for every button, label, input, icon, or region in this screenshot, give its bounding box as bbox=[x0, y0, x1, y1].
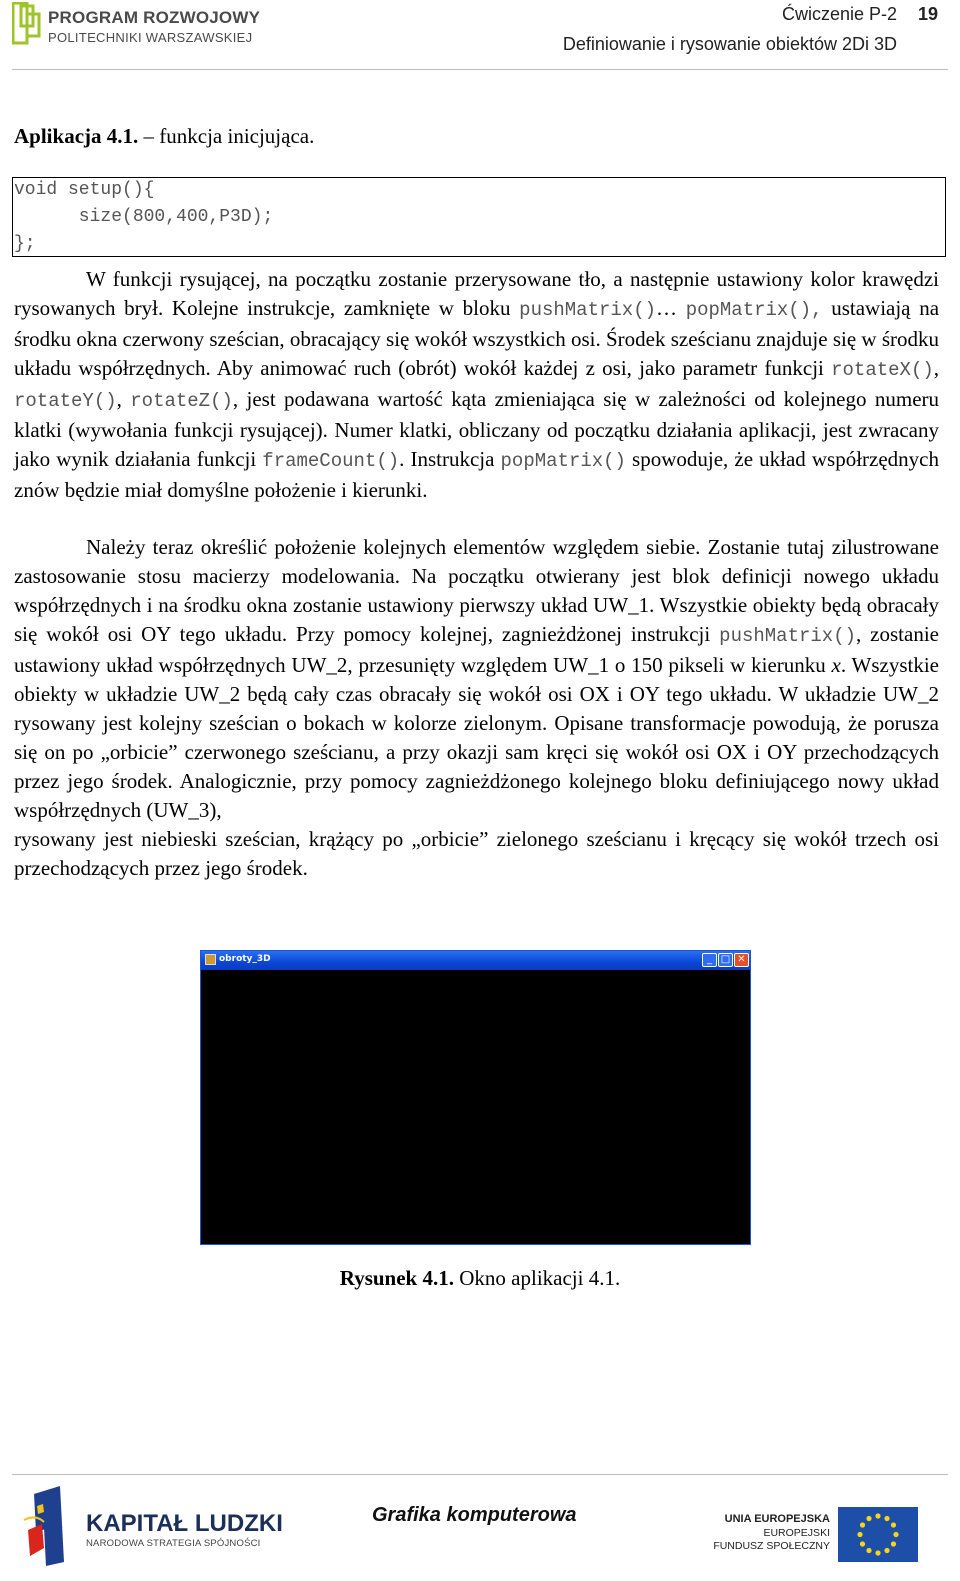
para2-text-2: , zostanie ustawiony układ współrzędnych UW_2, przesunięty względem UW_1 o 150 pikseli w kierunku bbox=[14, 622, 939, 677]
eu-union-label: UNIA EUROPEJSKA bbox=[724, 1513, 830, 1525]
code-pushmatrix-2: pushMatrix() bbox=[719, 625, 856, 647]
para1-text-7: . Instrukcja bbox=[399, 447, 501, 471]
paragraph-1 bbox=[14, 265, 939, 505]
application-heading-rest: – funkcja inicjująca. bbox=[138, 124, 315, 148]
eu-flag-icon bbox=[838, 1507, 918, 1562]
code-line-1: void setup(){ bbox=[14, 180, 155, 200]
kapital-ludzki-subtitle: NARODOWA STRATEGIA SPÓJNOŚCI bbox=[86, 1538, 261, 1549]
figure-caption-label: Rysunek 4.1. bbox=[339, 1266, 454, 1290]
logo-program-subtitle: POLITECHNIKI WARSZAWSKIEJ bbox=[48, 30, 253, 45]
code-pushmatrix: pushMatrix() bbox=[519, 299, 656, 321]
kapital-ludzki-logo-icon bbox=[22, 1484, 74, 1566]
header-divider bbox=[12, 69, 948, 70]
logo-program-title: PROGRAM ROZWOJOWY bbox=[48, 8, 261, 27]
para1-text-8: spowoduje, że układ współrzędnych znów będzie miał domyślne położenie i kierunki. bbox=[14, 447, 939, 502]
window-title: obroty_3D bbox=[219, 954, 271, 964]
render-canvas bbox=[201, 970, 750, 1244]
para1-text-2: … bbox=[656, 296, 686, 320]
application-heading bbox=[14, 124, 314, 149]
para2-text-1: Należy teraz określić położenie kolejnych elementów względem siebie. Zostanie tutaj zilustrowane zastosowanie stosu macierzy modelowania. Na początku otwierany jest blok definicji nowego układu współrzędnych i na środku okna zostanie ustawiony pierwszy układ UW_1. Wszystkie obiekty będą obracały się wokół osi OY tego układu. Przy pomocy kolejnej, zagnieżdżonej instrukcji bbox=[14, 535, 939, 646]
eu-fund-line-1: EUROPEJSKI bbox=[763, 1527, 830, 1539]
para1-text-3: ustawiają na środku okna czerwony sześcian, obracający się wokół wszystkich osi. Środek sześcianu znajduje się w środku układu współrzędnych. Aby animować ruch (obrót) wokół każdej z osi, jako parametr funkcji bbox=[14, 296, 940, 380]
eu-fund-line-2: FUNDUSZ SPOŁECZNY bbox=[713, 1540, 830, 1552]
application-window-screenshot bbox=[200, 950, 751, 1245]
paragraph-2 bbox=[14, 533, 939, 883]
para1-text-1: W funkcji rysującej, na początku zostanie przerysowane tło, a następnie ustawiony kolor krawędzi rysowanych brył. Kolejne instrukcje, zamknięte w bloku bbox=[14, 267, 939, 320]
para1-text-6: , jest podawana wartość kąta zmieniająca się w zależności od kolejnego numeru klatki (wywołania funkcji rysującej). Numer klatki, obliczany od początku działania aplikacji, jest zwracany jako wynik działania funkcji bbox=[14, 387, 940, 471]
eu-fund-label bbox=[713, 1527, 830, 1553]
code-framecount: frameCount() bbox=[262, 450, 400, 472]
para2-text-4: rysowany jest niebieski sześcian, krążący po „orbicie” zielonego sześcianu i kręcący się wokół trzech osi przechodzących przez jego środek. bbox=[14, 827, 939, 880]
para2-italic-x: x bbox=[831, 653, 841, 677]
figure-caption-text: Okno aplikacji 4.1. bbox=[454, 1266, 621, 1290]
footer-divider bbox=[12, 1474, 948, 1475]
code-rotatex: rotateX() bbox=[831, 359, 934, 381]
maximize-button[interactable]: □ bbox=[718, 953, 733, 967]
close-button[interactable]: ✕ bbox=[734, 953, 749, 967]
code-popmatrix-2: popMatrix() bbox=[500, 450, 626, 472]
kapital-ludzki-title: KAPITAŁ LUDZKI bbox=[86, 1510, 283, 1537]
code-line-2: size(800,400,P3D); bbox=[14, 207, 274, 227]
window-app-icon bbox=[205, 954, 216, 965]
para2-text-3: . Wszystkie obiekty w układzie UW_2 będą cały czas obracały się wokół osi OX i OY tego układu. W układzie UW_2 rysowany jest kolejny sześcian o bokach w kolorze zielonym. Opisane transformacje powodują, że porusza się on po „orbicie” czerwonego sześcianu, a przy okazji sam kręci się wokół osi OX i OY przechodzących przez jego środek. Analogicznie, przy pomocy zagnieżdżonego kolejnego bloku definiującego nowy układ współrzędnych (UW_3), bbox=[14, 653, 939, 822]
exercise-subtitle: Definiowanie i rysowanie obiektów 2Di 3D bbox=[562, 34, 897, 54]
minimize-button[interactable]: _ bbox=[702, 953, 717, 967]
exercise-label: Ćwiczenie P-2 bbox=[781, 4, 897, 24]
figure-caption bbox=[0, 1266, 960, 1291]
code-popmatrix: popMatrix(), bbox=[685, 299, 823, 321]
para1-text-5: , bbox=[116, 387, 131, 411]
code-rotatez: rotateZ() bbox=[130, 390, 233, 412]
para1-text-4: , bbox=[933, 356, 939, 380]
page-number: 19 bbox=[917, 4, 938, 24]
code-line-3: }; bbox=[14, 234, 36, 254]
code-rotatey: rotateY() bbox=[14, 390, 117, 412]
footer-course-title: Grafika komputerowa bbox=[372, 1504, 577, 1526]
code-listing bbox=[12, 177, 946, 257]
window-titlebar bbox=[201, 951, 750, 970]
application-heading-bold: Aplikacja 4.1. bbox=[14, 124, 139, 148]
